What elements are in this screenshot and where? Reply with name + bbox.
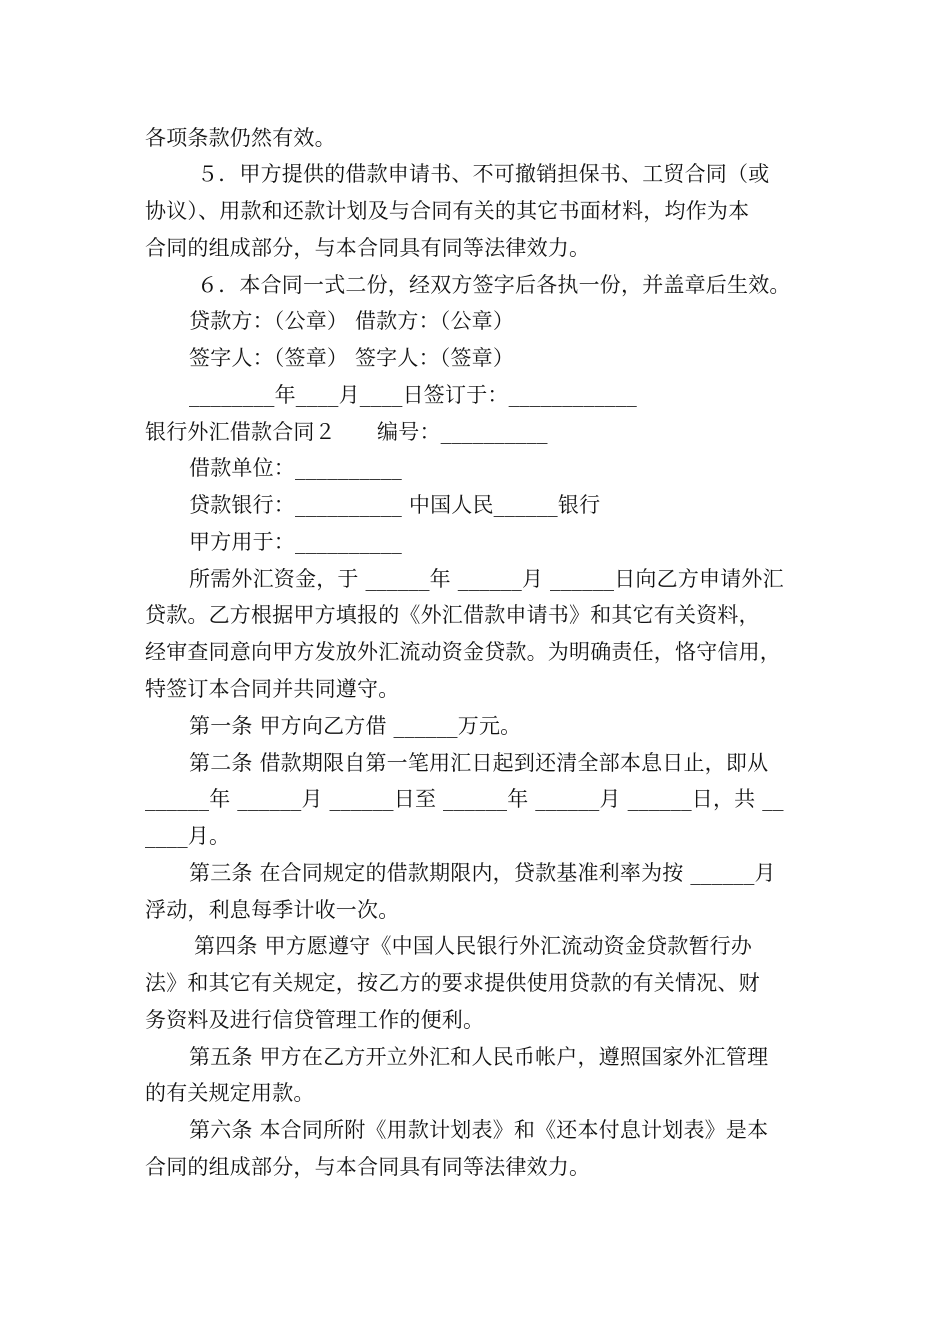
article-6: 第六条 本合同所附《用款计划表》和《还本付息计划表》是本 (189, 1118, 769, 1142)
text-line: 各项条款仍然有效。 (145, 126, 336, 150)
text-line: 特签订本合同并共同遵守。 (145, 677, 400, 701)
text-line: ____月。 (145, 824, 231, 848)
article-3: 第三条 在合同规定的借款期限内，贷款基准利率为按 ______月 (189, 861, 776, 885)
borrower-unit: 借款单位：__________ (189, 456, 402, 480)
lending-bank: 贷款银行：__________ 中国人民______银行 (189, 493, 601, 517)
text-line: 贷款。乙方根据甲方填报的《外汇借款申请书》和其它有关资料， (145, 603, 760, 627)
signing-date-line: ________年____月____日签订于：____________ (189, 383, 637, 407)
article-2: 第二条 借款期限自第一笔用汇日起到还清全部本息日止，即从 (189, 751, 769, 775)
clause-6-line: ６．本合同一式二份，经双方签字后各执一份，并盖章后生效。 (197, 273, 791, 297)
text-line: 所需外汇资金，于 ______年 ______月 ______日向乙方申请外汇 (189, 567, 784, 591)
text-line: 的有关规定用款。 (145, 1081, 315, 1105)
lender-borrower-seal: 贷款方：（公章） 借款方：（公章） (189, 309, 515, 333)
text-line: 法》和其它有关规定，按乙方的要求提供使用贷款的有关情况、财 (145, 971, 760, 995)
text-line: 经审查同意向甲方发放外汇流动资金贷款。为明确责任，恪守信用， (145, 640, 781, 664)
text-line: 合同的组成部分，与本合同具有同等法律效力。 (145, 236, 591, 260)
text-line: 浮动，利息每季计收一次。 (145, 898, 400, 922)
article-5: 第五条 甲方在乙方开立外汇和人民币帐户，遵照国家外汇管理 (189, 1045, 769, 1069)
clause-5-line: ５．甲方提供的借款申请书、不可撤销担保书、工贸合同（或 (197, 162, 770, 186)
text-line: 合同的组成部分，与本合同具有同等法律效力。 (145, 1155, 591, 1179)
signatory-line: 签字人：（签章） 签字人：（签章） (189, 346, 515, 370)
article-1: 第一条 甲方向乙方借 ______万元。 (189, 714, 522, 738)
text-line: ______年 ______月 ______日至 ______年 ______月 ______日，共 __ (145, 787, 784, 811)
text-line: 协议）、用款和还款计划及与合同有关的其它书面材料，均作为本 (145, 199, 750, 223)
contract-title: 银行外汇借款合同２ 编号：__________ (145, 420, 548, 444)
text-line: 务资料及进行信贷管理工作的便利。 (145, 1008, 485, 1032)
purpose-line: 甲方用于：__________ (189, 530, 402, 554)
article-4: 第四条 甲方愿遵守《中国人民银行外汇流动资金贷款暂行办 (194, 934, 753, 958)
